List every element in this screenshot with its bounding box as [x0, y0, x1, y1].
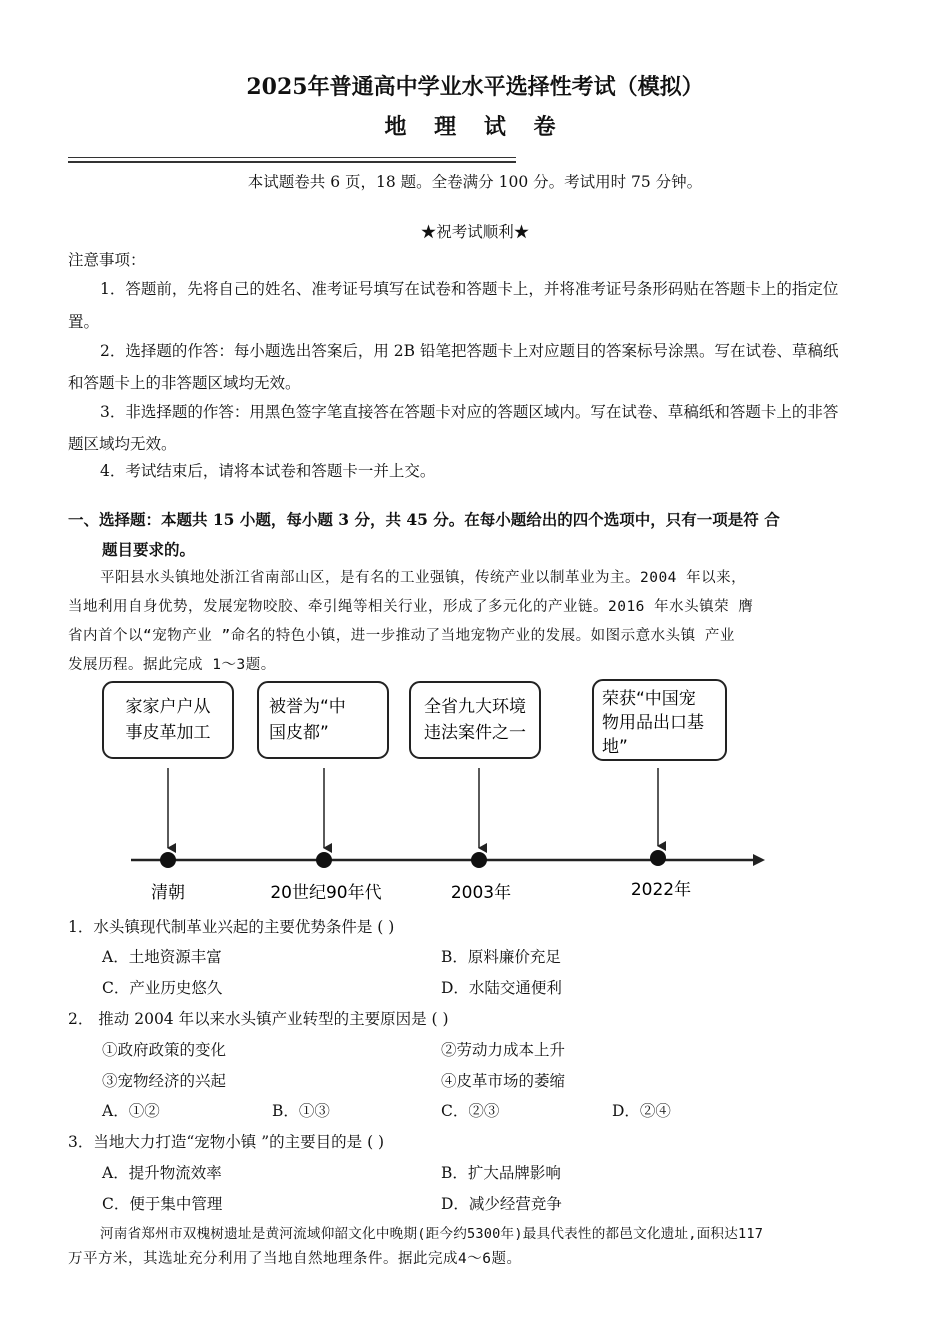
industry-timeline-figure	[95, 676, 775, 906]
q2-stem: 2． 推动 2004 年以来水头镇产业转型的主要原因是 ( )	[68, 1010, 449, 1028]
timeline-dot-4	[650, 850, 666, 866]
title-rule-thin	[68, 157, 516, 158]
page-subtitle: 地 理 试 卷	[384, 114, 566, 140]
q2-statement-3: ③宠物经济的兴起	[102, 1072, 227, 1090]
timeline-box-1-line1: 家家户户从	[125, 697, 211, 717]
timeline-box-3	[410, 682, 540, 758]
q1-option-b: B．原料廉价充足	[441, 948, 561, 966]
note-2-line1: 2．选择题的作答：每小题选出答案后，用 2B 铅笔把答题卡上对应题目的答案标号涂黑。写在试卷、草稿纸	[100, 342, 839, 360]
timeline-dot-3	[471, 852, 487, 868]
q2-option-a: A．①②	[102, 1102, 160, 1120]
timeline-dot-1	[160, 852, 176, 868]
exam-info: 本试题卷共 6 页，18 题。全卷满分 100 分。考试用时 75 分钟。	[247, 173, 703, 191]
title-rule-thick	[68, 161, 516, 163]
q3-option-d: D．减少经营竞争	[441, 1195, 562, 1213]
timeline-box-2-line2: 国皮都”	[269, 723, 329, 743]
q3-option-c: C．便于集中管理	[102, 1195, 223, 1213]
timeline-box-2	[258, 682, 388, 758]
q2-statement-1: ①政府政策的变化	[102, 1041, 227, 1059]
timeline-box-3-line2: 违法案件之一	[424, 723, 526, 743]
page-title: 2025年普通高中学业水平选择性考试（模拟）	[246, 74, 704, 100]
timeline-dot-2	[316, 852, 332, 868]
passage1-line4: 发展历程。据此完成 1～3题。	[68, 657, 276, 673]
exam-wish: ★祝考试顺利★	[420, 223, 530, 241]
q3-option-a: A．提升物流效率	[102, 1164, 222, 1182]
timeline-box-4-line3: 地”	[602, 737, 628, 757]
q2-statement-4: ④皮革市场的萎缩	[441, 1072, 566, 1090]
q1-option-c: C．产业历史悠久	[102, 979, 223, 997]
passage2-line1: 河南省郑州市双槐树遗址是黄河流域仰韶文化中晚期(距今约5300年)最具代表性的都邑文化遗址,面积达117	[100, 1226, 764, 1242]
q2-statement-2: ②劳动力成本上升	[441, 1041, 566, 1059]
timeline-box-3-line1: 全省九大环境	[424, 697, 526, 717]
q3-option-b: B．扩大品牌影响	[441, 1164, 561, 1182]
timeline-box-1	[103, 682, 233, 758]
timeline-box-4-line1: 荣获“中国宠	[602, 689, 696, 709]
timeline-date-4: 2022年	[630, 880, 692, 900]
q1-option-a: A．土地资源丰富	[102, 948, 222, 966]
note-3-line2: 题区域均无效。	[68, 435, 177, 453]
passage1-line2: 当地利用自身优势，发展宠物咬胶、牵引绳等相关行业，形成了多元化的产业链。2016 年水头镇荣 膺	[68, 599, 754, 615]
notes-heading: 注意事项：	[68, 251, 146, 269]
q1-option-d: D．水陆交通便利	[441, 979, 562, 997]
q3-stem: 3．当地大力打造“宠物小镇 ”的主要目的是 ( )	[68, 1133, 385, 1151]
timeline-box-4-line2: 物用品出口基	[602, 713, 704, 733]
q2-option-d: D．②④	[612, 1102, 671, 1120]
section1-heading-line1: 一、选择题：本题共 15 小题，每小题 3 分，共 45 分。在每小题给出的四个选项中，只有一项是符 合	[68, 510, 780, 529]
passage1-line3: 省内首个以“宠物产业 ”命名的特色小镇，进一步推动了当地宠物产业的发展。如图示意水头镇 产业	[68, 628, 735, 644]
section1-heading-line2: 题目要求的。	[102, 540, 196, 559]
note-1-line2: 置。	[68, 313, 100, 331]
q1-stem: 1．水头镇现代制革业兴起的主要优势条件是 ( )	[68, 918, 395, 936]
passage2-line2: 万平方米，其选址充分利用了当地自然地理条件。据此完成4～6题。	[68, 1251, 522, 1267]
note-2-line2: 和答题卡上的非答题区域均无效。	[68, 374, 301, 392]
timeline-date-2: 20世纪90年代	[270, 883, 382, 903]
note-4: 4．考试结束后，请将本试卷和答题卡一并上交。	[100, 462, 436, 480]
note-1-line1: 1．答题前，先将自己的姓名、准考证号填写在试卷和答题卡上，并将准考证号条形码贴在答题卡上的指定位	[100, 280, 839, 298]
timeline-date-1: 清朝	[151, 883, 185, 903]
timeline-axis-arrowhead	[753, 854, 765, 866]
timeline-box-2-line1: 被誉为“中	[269, 697, 346, 717]
passage1-line1: 平阳县水头镇地处浙江省南部山区，是有名的工业强镇，传统产业以制革业为主。2004 年以来，	[100, 570, 747, 586]
q2-option-b: B．①③	[272, 1102, 330, 1120]
timeline-date-3: 2003年	[450, 883, 512, 903]
timeline-box-1-line2: 事皮革加工	[125, 723, 211, 743]
note-3-line1: 3．非选择题的作答：用黑色签字笔直接答在答题卡对应的答题区域内。写在试卷、草稿纸和答题卡上的非答	[100, 403, 839, 421]
q2-option-c: C．②③	[441, 1102, 500, 1120]
